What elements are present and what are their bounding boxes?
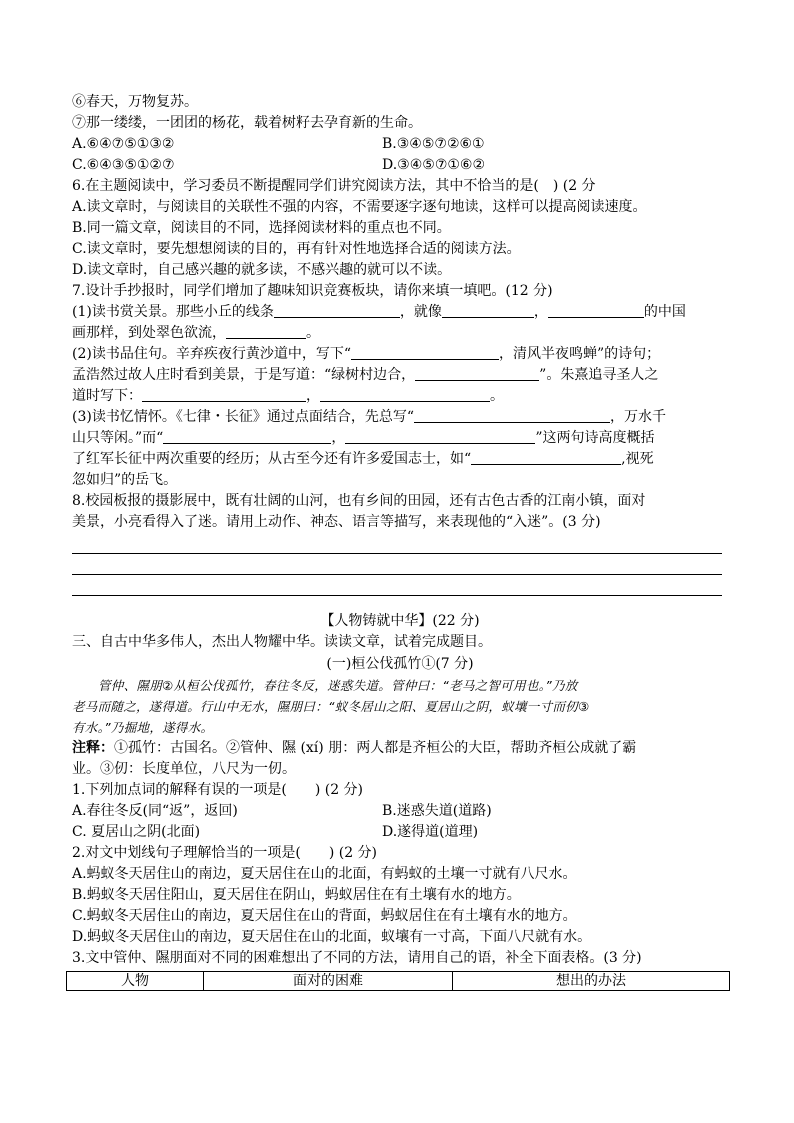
answer-blank[interactable] (226, 324, 306, 339)
q1-option-c: C. 夏居山之阴(北面) (72, 824, 201, 840)
options-row-cd (72, 155, 728, 176)
exam-page (72, 92, 728, 991)
q7-part3-line4: 忽如归”的岳飞。 (72, 472, 178, 488)
question-7: 7.设计手抄报时，同学们增加了趣味知识竞赛板块，请你来填一填吧。(12 分) (72, 283, 553, 299)
q7-part2-line2: 孟浩然过故人庄时看到美景，于是写道：“绿树村边合， ”。朱熹追寻圣人之 (72, 367, 659, 383)
option-d: D.③④⑤⑦①⑥② (382, 157, 486, 173)
sentence-7: ⑦那一缕缕，一团团的杨花，载着树籽去孕育新的生命。 (72, 115, 422, 131)
notes-label: 注释： (72, 740, 114, 756)
q2-option-b: B.蚂蚁冬天居住阳山，夏天居住在阴山，蚂蚁居住在有土壤有水的地方。 (72, 887, 521, 903)
answer-line[interactable] (72, 554, 722, 575)
question-6: 6.在主题阅读中，学习委员不断提醒同学们讲究阅读方法，其中不恰当的是( ) (2 分 (72, 178, 596, 194)
answer-line[interactable] (72, 575, 722, 596)
notes-line-1: 注释：①孤竹：古国名。②管仲、隰 (xí) 朋：两人都是齐桓公的大臣，帮助齐桓公成就了霸 (72, 740, 637, 756)
q1-options-cd (72, 822, 728, 843)
question-6-option-d: D.读文章时，自己感兴趣的就多读，不感兴趣的就可以不读。 (72, 262, 452, 278)
spacer (72, 596, 728, 610)
question-6-option-c: C.读文章时，要先想想阅读的目的，再有针对性地选择合适的阅读方法。 (72, 241, 521, 257)
q1-option-b: B.迷惑失道(道路) (382, 803, 492, 819)
q7-part2-line3: 道时写下： ， 。 (72, 388, 504, 404)
table-header-cell: 想出的办法 (453, 972, 730, 991)
answer-blank[interactable] (548, 303, 644, 318)
passage-line-2: 老马而随之，遂得道。行山中无水，隰朋曰：“蚁冬居山之阳、夏居山之阴，蚁壤一寸而仞③ (72, 699, 590, 714)
question-1: 1.下列加点词的解释有误的一项是( ) (2 分) (72, 782, 364, 798)
q7-part3-line1: (3)读书忆情怀。《七律・长征》通过点面结合，先总写“ ，万水千 (72, 409, 666, 425)
answer-blank[interactable] (274, 303, 400, 318)
notes-line-2: 业。③仞：长度单位，八尺为一仞。 (72, 761, 296, 777)
table-header-cell: 人物 (67, 972, 204, 991)
q7-part3-line2: 山只等闲。”而“ ， ”这两句诗高度概括 (72, 430, 655, 446)
sentence-6: ⑥春天，万物复苏。 (72, 94, 198, 110)
answer-blank[interactable] (345, 429, 535, 444)
table-header-cell: 面对的困难 (204, 972, 453, 991)
q1-options-ab (72, 801, 728, 822)
options-row-ab (72, 134, 728, 155)
question-8-line2: 美景，小亮看得入了迷。请用上动作、神态、语言等描写，来表现他的“入迷”。(3 分) (72, 514, 601, 530)
option-a: A.⑥④⑦⑤①③② (72, 136, 175, 152)
answer-table (66, 971, 730, 991)
q2-option-d: D.蚂蚁冬天居住山的南边，夏天居住在山的北面，蚁壤有一寸高，下面八尺就有水。 (72, 929, 592, 945)
table-header-row (67, 972, 730, 991)
answer-blank[interactable] (163, 429, 331, 444)
answer-blank[interactable] (320, 387, 490, 402)
section-intro: 三、自古中华多伟人，杰出人物耀中华。读读文章，试着完成题目。 (72, 634, 492, 650)
option-c: C.⑥④③⑤①②⑦ (72, 157, 175, 173)
answer-blank[interactable] (415, 366, 539, 381)
q2-option-c: C.蚂蚁冬天居住山的南边，夏天居住在山的背面，蚂蚁居住在有土壤有水的地方。 (72, 908, 577, 924)
answer-blank[interactable] (414, 408, 610, 423)
q7-part1-line2: 画那样，到处翠色欲流， 。 (72, 325, 320, 341)
question-2: 2.对文中划线句子理解恰当的一项是( ) (2 分) (72, 845, 378, 861)
answer-blank[interactable] (471, 450, 621, 465)
passage-title: (一)桓公伐孤竹①(7 分) (326, 656, 474, 672)
section-heading: 【人物铸就中华】(22 分) (320, 613, 480, 629)
q1-option-d: D.遂得道(道理) (382, 824, 479, 840)
question-6-option-a: A.读文章时，与阅读目的关联性不强的内容，不需要逐字逐句地读，这样可以提高阅读速度。 (72, 199, 647, 215)
answer-line[interactable] (72, 533, 722, 554)
passage-line-3: 有水。”乃掘地，遂得水。 (72, 720, 214, 735)
answer-blank[interactable] (142, 387, 306, 402)
q7-part1-line1: (1)读书赏关景。那些小丘的线条 ，就像 ， 的中国 (72, 304, 686, 320)
option-b: B.③④⑤⑦②⑥① (382, 136, 485, 152)
q2-option-a: A.蚂蚁冬天居住山的南边，夏天居住在山的北面，有蚂蚁的土壤一寸就有八尺水。 (72, 866, 577, 882)
passage-line-1: 管仲、隰朋②从桓公伐孤竹，春往冬反，迷惑失道。管仲曰：“老马之智可用也。”乃放 (98, 678, 578, 693)
q1-option-a: A.春往冬反(同“返”，返回) (72, 803, 238, 819)
question-6-option-b: B.同一篇文章，阅读目的不同，选择阅读材料的重点也不同。 (72, 220, 451, 236)
q7-part3-line3: 了红军长征中两次重要的经历；从古至今还有许多爱国志士，如“ ,视死 (72, 451, 654, 467)
answer-blank[interactable] (442, 303, 534, 318)
question-3: 3.文中管仲、隰朋面对不同的困难想出了不同的方法，请用自己的语，补全下面表格。(3 分) (72, 950, 642, 966)
question-8-line1: 8.校园板报的摄影展中，既有壮阔的山河，也有乡间的田园，还有古色古香的江南小镇，面对 (72, 493, 646, 509)
q7-part2-line1: (2)读书品住句。辛弃疾夜行黄沙道中，写下“ ，清风半夜鸣蝉”的诗句； (72, 346, 661, 362)
answer-blank[interactable] (351, 345, 499, 360)
